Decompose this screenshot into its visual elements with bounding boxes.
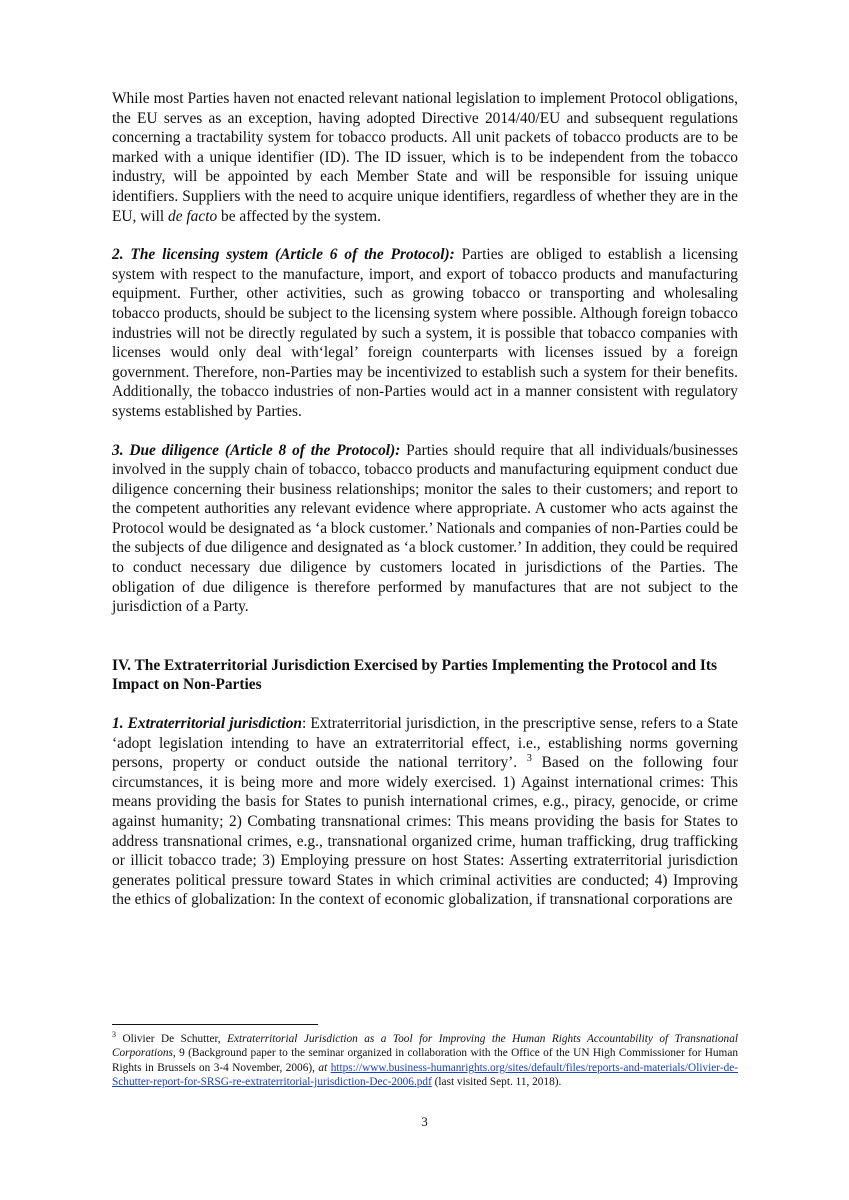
paragraph-eu-directive: While most Parties haven not enacted relevant national legislation to implement Protocol obligations, the EU serves as an exception, having adopted Directive 2014/40/EU and subsequent regulations concerning a tractability system for tobacco products. All unit packets of tobacco products are to be marked with a unique identifier (ID). The ID issuer, which is to be independent from the tobacco industry, will be appointed by each Member State and will be responsible for issuing unique identifiers. Suppliers with the need to acquire unique identifiers, regardless of whether they are in the EU, will de facto be affected by the system.	[112, 90, 738, 225]
footnote-number: 3	[112, 1030, 116, 1040]
latin-term: de facto	[168, 207, 218, 225]
page-number: 3	[421, 1114, 428, 1129]
section-heading: IV. The Extraterritorial Jurisdiction Exercised by Parties Implementing the Protocol and Its Impact on Non-Parties	[112, 656, 718, 694]
main-text	[112, 89, 738, 910]
paragraph-extraterritorial-jurisdiction: 1. Extraterritorial jurisdiction: Extraterritorial jurisdiction, in the prescriptive sense, refers to a State ‘adopt legislation intending to have an extraterritorial effect, i.e., establishing norms governing persons, property or conduct outside the national territory’. $^3$ Based on the following four circumstances, it is being more and more widely exercised. 1) Against international crimes: This means providing the basis for States to punish international crimes, e.g., piracy, genocide, or crime against humanity; 2) Combating transnational crimes: This means providing the basis for States to address transnational crimes, e.g., transnational organized crime, human trafficking, drug trafficking or illicit tobacco trade; 3) Employing pressure on host States: Asserting extraterritorial jurisdiction generates political pressure toward States in which criminal activities are conducted; 4) Improving the ethics of globalization: In the context of economic globalization, if transnational corporations are	[112, 715, 738, 909]
licensing-heading: 2. The licensing system (Article 6 of the Protocol):	[112, 246, 455, 264]
paragraph-due-diligence: 3. Due diligence (Article 8 of the Protocol): Parties should require that all individuals/businesses involved in the supply chain of tobacco, tobacco products and manufacturing equipment conduct due diligence concerning their business relationships; monitor the sales to their customers; and report to the competent authorities any relevant evidence where appropriate. A customer who acts against the Protocol would be designated as ‘a block customer.’ Nationals and companies of non-Parties could be the subjects of due diligence and designated as ‘a block customer.’ In addition, they could be required to conduct necessary due diligence by customers located in jurisdictions of the Parties. The obligation of due diligence is therefore performed by manufactures that are not subject to the jurisdiction of a Party.	[112, 441, 738, 616]
footnote-title: Extraterritorial Jurisdiction as a Tool for Improving the Human Rights Accountability of Transnational Corporations	[112, 1033, 738, 1060]
footnote-at: at	[318, 1061, 328, 1074]
extraterritorial-heading: 1. Extraterritorial jurisdiction	[112, 715, 302, 733]
footnote-link[interactable]: https://www.business-humanrights.org/sites/default/files/reports-and-materials/Olivier-de-Schutter-report-for-SRSG-re-extraterritorial-jurisdiction-Dec-2006.pdf	[112, 1061, 739, 1089]
footnote-reference[interactable]: 3	[526, 753, 532, 765]
footnote: $^3$ Olivier De Schutter, Extraterritorial Jurisdiction as a Tool for Improving the Human Rights Accountability of Transnational Corporations, 9 (Background paper to the seminar organized in collaboration with the Office of the UN High Commissioner for Human Rights in Brussels on 3-4 November, 2006), at https://www.business-humanrights.org/sites/default/files/reports-and-materials/Olivier-de-Schutter-report-for-SRSG-re-extraterritorial-jurisdiction-Dec-2006.pdf (last visited Sept. 11, 2018).	[112, 1030, 739, 1089]
paragraph-licensing-system: 2. The licensing system (Article 6 of the Protocol): Parties are obliged to establish a licensing system with respect to the manufacture, import, and export of tobacco products and manufacturing equipment. Further, other activities, such as growing tobacco or transporting and wholesaling tobacco products, should be subject to the licensing system where possible. Although foreign tobacco industries will not be directly regulated by such a system, it is possible that tobacco companies with licenses would only deal with‘legal’ foreign counterparts with licenses issued by a foreign government. Therefore, non-Parties may be incentivized to establish such a system for their benefits. Additionally, the tobacco industries of non-Parties would act in a manner consistent with regulatory systems established by Parties.	[112, 246, 738, 420]
due-diligence-heading: 3. Due diligence (Article 8 of the Protocol):	[112, 441, 401, 459]
footnote-divider	[112, 1024, 318, 1025]
